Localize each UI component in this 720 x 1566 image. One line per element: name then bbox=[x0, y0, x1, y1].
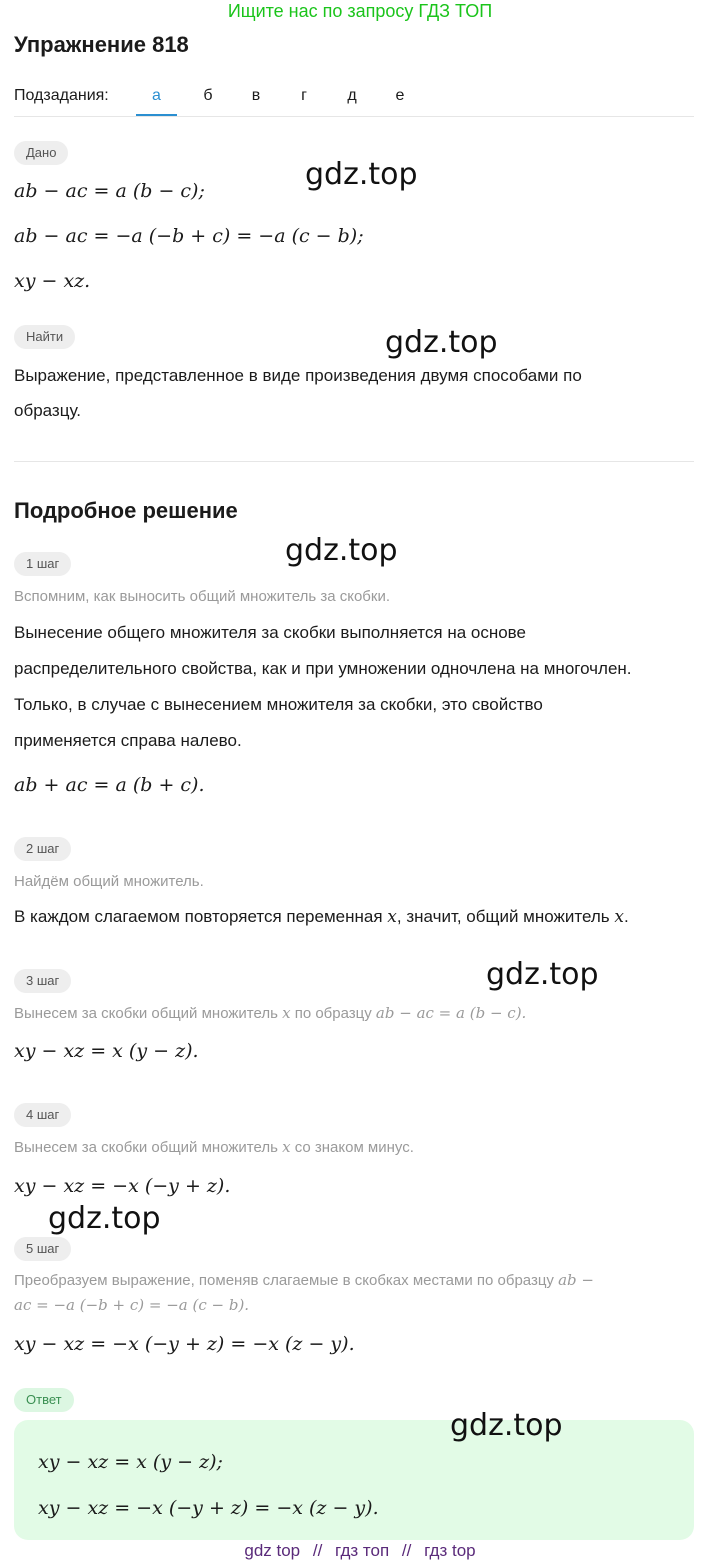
step-3-hint bbox=[14, 1004, 526, 1022]
step-4-hint-var: x bbox=[282, 1138, 291, 1156]
watermark: gdz.top bbox=[450, 1408, 563, 1443]
step-1-badge: 1 шаг bbox=[14, 552, 71, 576]
step-1-text-line-3: Только, в случае с вынесением множителя за скобки, это свойство bbox=[14, 695, 543, 714]
subtask-tabs bbox=[136, 80, 424, 116]
tab-v[interactable]: в bbox=[251, 87, 261, 104]
find-badge: Найти bbox=[14, 325, 75, 349]
step-3-hint-b: по образцу bbox=[290, 1005, 376, 1022]
step-5-hint-a: Преобразуем выражение, поменяв слагаемые в скобках местами по образцу bbox=[14, 1272, 559, 1289]
step-1-text-line-1: Вынесение общего множителя за скобки выполняется на основе bbox=[14, 623, 526, 642]
solution-title: Подробное решение bbox=[14, 498, 238, 523]
given-line-1: ab − ac = a (b − c); bbox=[14, 180, 205, 202]
watermark: gdz.top bbox=[486, 957, 599, 992]
step-2-text-a: В каждом слагаемом повторяется переменная bbox=[14, 907, 388, 926]
watermark: gdz.top bbox=[305, 157, 418, 192]
footer-separator: // bbox=[312, 1541, 323, 1560]
step-5-hint-line-1 bbox=[14, 1271, 594, 1289]
step-1-hint: Вспомним, как выносить общий множитель за скобки. bbox=[14, 588, 390, 605]
section-divider bbox=[14, 461, 694, 462]
answer-box bbox=[14, 1420, 694, 1540]
step-3-hint-a: Вынесем за скобки общий множитель bbox=[14, 1005, 283, 1022]
step-5-hint-formula-2: ac = −a (−b + c) = −a (c − b). bbox=[14, 1296, 250, 1314]
step-2-text-c: . bbox=[623, 907, 629, 926]
step-4-hint-a: Вынесем за скобки общий множитель bbox=[14, 1139, 283, 1156]
given-line-2: ab − ac = −a (−b + c) = −a (c − b); bbox=[14, 225, 364, 247]
step-5-hint-line-2 bbox=[14, 1296, 249, 1314]
step-1-text-line-4: применяется справа налево. bbox=[14, 731, 242, 750]
step-4-formula: xy − xz = −x (−y + z). bbox=[14, 1175, 231, 1197]
step-2-badge: 2 шаг bbox=[14, 837, 71, 861]
step-4-hint-b: со знаком минус. bbox=[290, 1139, 414, 1156]
step-5-formula: xy − xz = −x (−y + z) = −x (z − y). bbox=[14, 1333, 355, 1355]
watermark: gdz.top bbox=[385, 325, 498, 360]
step-1-text-line-2: распределительного свойства, как и при умножении одночлена на многочлен. bbox=[14, 659, 632, 678]
step-5-badge: 5 шаг bbox=[14, 1237, 71, 1261]
step-4-badge: 4 шаг bbox=[14, 1103, 71, 1127]
footer-separator: // bbox=[401, 1541, 412, 1560]
step-3-hint-formula: ab − ac = a (b − c). bbox=[375, 1004, 527, 1022]
answer-line-1: xy − xz = x (y − z); bbox=[38, 1451, 223, 1473]
tabs-divider bbox=[14, 116, 694, 117]
footer-link-gdz-top-ru[interactable]: гдз топ bbox=[335, 1541, 390, 1560]
given-badge: Дано bbox=[14, 141, 68, 165]
step-2-var-1: x bbox=[387, 907, 397, 927]
step-2-hint: Найдём общий множитель. bbox=[14, 873, 204, 890]
footer-link-gdz-top-mixed[interactable]: гдз top bbox=[424, 1541, 476, 1560]
subtasks-label: Подзадания: bbox=[14, 87, 109, 104]
footer-links bbox=[0, 1541, 720, 1561]
step-2-var-2: x bbox=[614, 907, 624, 927]
step-4-hint bbox=[14, 1138, 414, 1156]
step-3-formula: xy − xz = x (y − z). bbox=[14, 1040, 199, 1062]
tab-d[interactable]: д bbox=[347, 87, 357, 104]
step-1-formula: ab + ac = a (b + c). bbox=[14, 774, 205, 796]
watermark: gdz.top bbox=[285, 533, 398, 568]
tab-b[interactable]: б bbox=[203, 87, 213, 104]
answer-line-2: xy − xz = −x (−y + z) = −x (z − y). bbox=[38, 1497, 379, 1519]
tab-a[interactable]: а bbox=[136, 80, 177, 116]
step-3-hint-var: x bbox=[282, 1004, 291, 1022]
answer-badge: Ответ bbox=[14, 1388, 74, 1412]
step-2-text-b: , значит, общий множитель bbox=[396, 907, 615, 926]
find-text-line-2: образцу. bbox=[14, 401, 81, 420]
page-title: Упражнение 818 bbox=[14, 32, 189, 57]
watermark: gdz.top bbox=[48, 1201, 161, 1236]
footer-link-gdz-top[interactable]: gdz top bbox=[244, 1541, 301, 1560]
given-line-3: xy − xz. bbox=[14, 270, 91, 292]
promo-banner[interactable]: Ищите нас по запросу ГДЗ ТОП bbox=[227, 1, 493, 21]
step-5-hint-formula-1: ab − bbox=[558, 1271, 594, 1289]
tab-e[interactable]: е bbox=[395, 87, 405, 104]
step-2-text bbox=[14, 907, 629, 927]
find-text-line-1: Выражение, представленное в виде произведения двумя способами по bbox=[14, 366, 582, 385]
tab-g[interactable]: г bbox=[301, 87, 307, 104]
step-3-badge: 3 шаг bbox=[14, 969, 71, 993]
